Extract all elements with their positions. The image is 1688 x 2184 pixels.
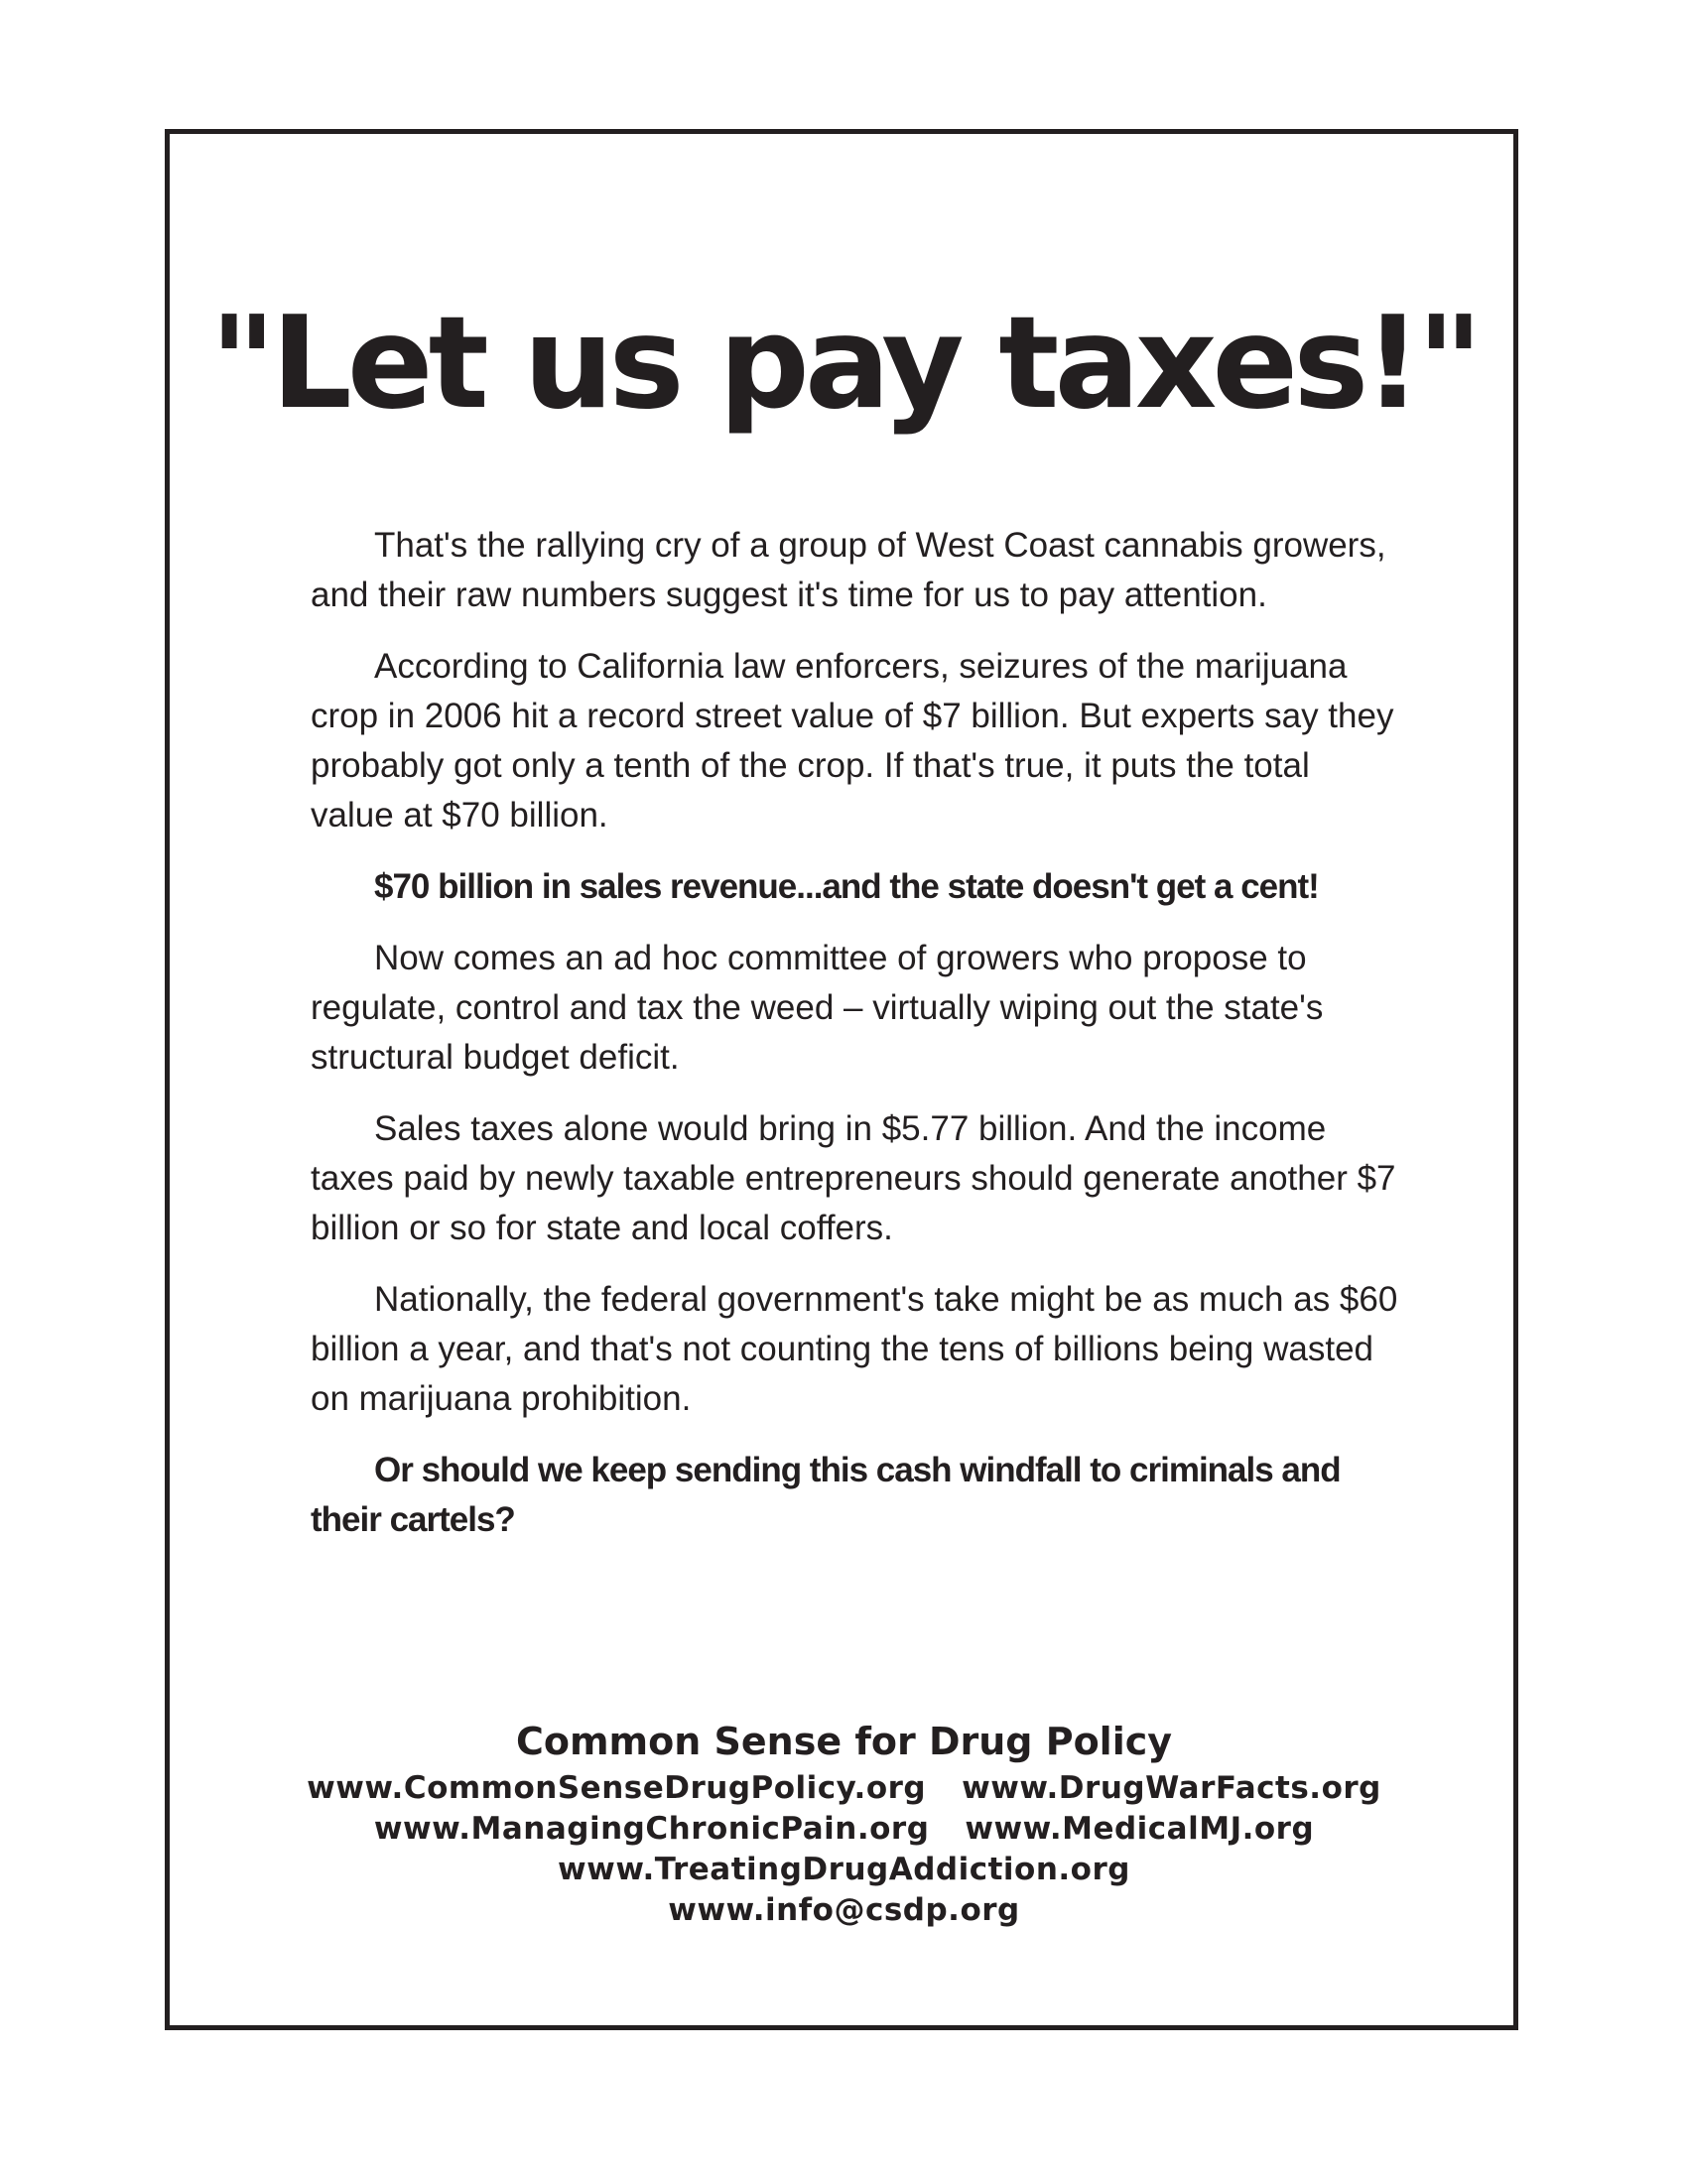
link-info-email[interactable]: www.info@csdp.org [668,1892,1020,1928]
paragraph-emphasis-question: Or should we keep sending this cash windfall to criminals and their cartels? [311,1451,1341,1539]
paragraph-committee: Now comes an ad hoc committee of growers who propose to regulate, control and tax the weed – virtually wiping out the state's structural budget deficit. [311,939,1324,1077]
footer [0,1715,1688,1931]
link-managingchronicpain[interactable]: www.ManagingChronicPain.org [373,1811,930,1847]
link-drugwarfacts[interactable]: www.DrugWarFacts.org [962,1770,1381,1806]
headline: "Let us pay taxes!" [209,290,1479,438]
organization-name: Common Sense for Drug Policy [515,1720,1173,1763]
link-row-2 [0,1809,1688,1850]
link-row-3 [0,1850,1688,1890]
paragraph-national: Nationally, the federal government's take might be as much as $60 billion a year, and that's not counting the tens of billions being wasted on marijuana prohibition. [311,1280,1398,1418]
paragraph-seizures: According to California law enforcers, seizures of the marijuana crop in 2006 hit a record street value of $7 billion. But experts say they probably got only a tenth of the crop. If that's true, it puts the total value at $70 billion. [311,647,1394,835]
paragraph-emphasis-revenue: $70 billion in sales revenue...and the state doesn't get a cent! [374,867,1319,906]
link-medicalmj[interactable]: www.MedicalMJ.org [965,1811,1315,1847]
link-commonsensedrugpolicy[interactable]: www.CommonSenseDrugPolicy.org [307,1770,927,1806]
link-row-1 [0,1768,1688,1809]
link-row-4 [0,1890,1688,1931]
paragraph-sales-taxes: Sales taxes alone would bring in $5.77 billion. And the income taxes paid by newly taxable entrepreneurs should generate another $7 billion or so for state and local coffers. [311,1109,1396,1247]
link-treatingdrugaddiction[interactable]: www.TreatingDrugAddiction.org [558,1852,1130,1887]
article-body [311,521,1402,1567]
paragraph-intro: That's the rallying cry of a group of West Coast cannabis growers, and their raw numbers suggest it's time for us to pay attention. [311,526,1386,614]
